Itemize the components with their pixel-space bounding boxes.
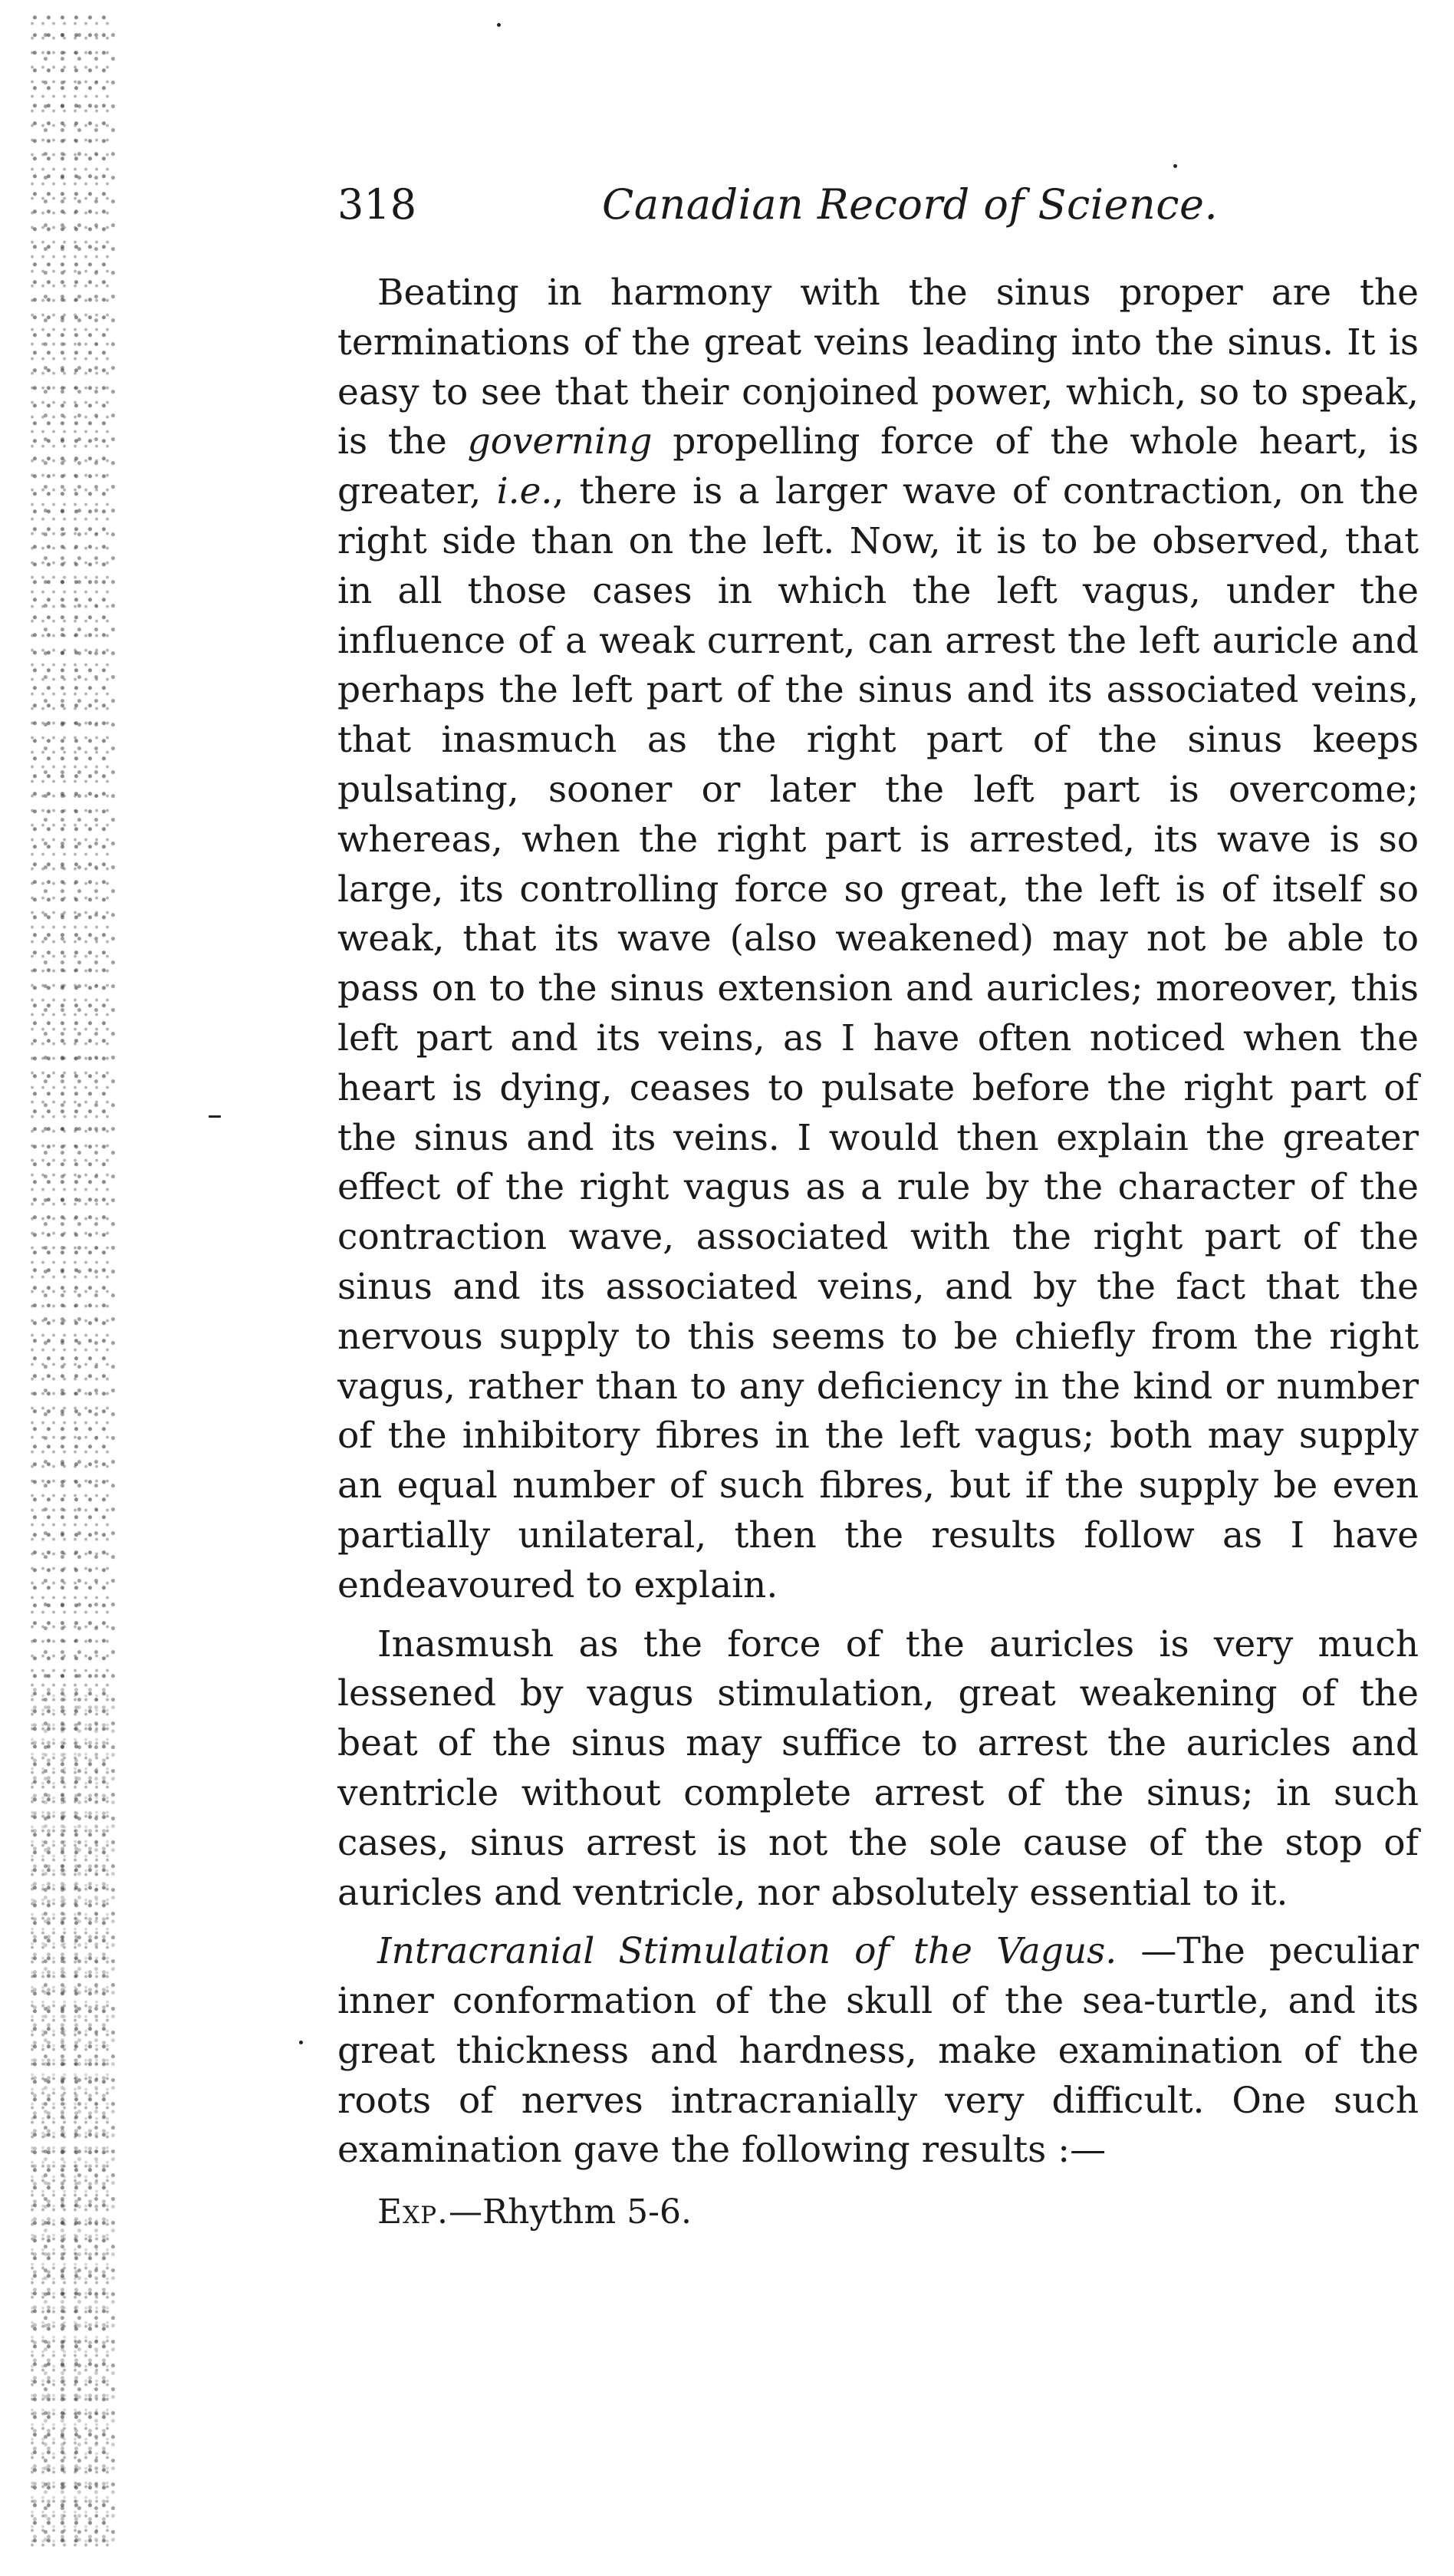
paragraph-intracranial: Intracranial Stimulation of the Vagus. —The peculiar inner conformation of the skull of the sea-turtle, and its great thickness and hardness, make examination of the roots of nerves intracranially very difficult. One such examination gave the following results :— xyxy=(337,1930,1419,2172)
paragraph-auricles: Inasmush as the force of the auricles is very much lessened by vagus stimulation, great weakening of the beat of the sinus may suffice to arrest the auricles and ventricle without complete arrest of the sinus; in such cases, sinus arrest is not the sole cause of the stop of auricles and ventricle, nor absolutely essential to it. xyxy=(337,1622,1419,1914)
experiment-text: —Rhythm 5-6. xyxy=(449,2192,692,2232)
paragraph-sinus-veins: Beating in harmony with the sinus proper are the terminations of the great veins leading into the sinus. It is easy to see that their conjoined power, which, so to speak, is the governing propelling force of the whole heart, is greater, i.e., there is a larger wave of contraction, on the right side than on the left. Now, it is to be observed, that in all those cases in which the left vagus, under the influence of a weak current, can arrest the left auricle and perhaps the left part of the sinus and its associated veins, that inasmuch as the right part of the sinus keeps pulsating, sooner or later the left part is overcome; whereas, when the right part is arrested, its wave is so large, its controlling force so great, the left is of itself so weak, that its wave (also weakened) may not be able to pass on to the sinus extension and auricles; moreover, this left part and its veins, as I have often noticed when the heart is dying, ceases to pulsate before the right part of the sinus and its veins. I would then explain the greater effect of the right vagus as a rule by the character of the contraction wave, associated with the right part of the sinus and its associated veins, and by the fact that the nervous supply to this seems to be chiefly from the right vagus, rather than to any deficiency in the kind or number of the inhibitory fibres in the left vagus; both may supply an equal number of such fibres, but if the supply be even partially unilateral, then the results follow as I have endeavoured to explain. xyxy=(337,272,1419,1606)
scan-speck xyxy=(497,23,501,27)
running-head xyxy=(337,153,1419,229)
emphasis-governing: governing xyxy=(467,420,653,463)
scanned-binding-edge-lower xyxy=(31,1688,115,2547)
emphasis-ie: i.e. xyxy=(496,470,553,513)
scan-speck xyxy=(299,2041,303,2044)
page-number: 318 xyxy=(337,180,417,229)
book-page xyxy=(337,153,1419,2237)
journal-title: Canadian Record of Science. xyxy=(602,180,1219,229)
experiment-line xyxy=(337,2188,1419,2237)
scan-speck xyxy=(209,1115,221,1118)
body-text xyxy=(337,268,1419,2176)
section-heading-intracranial: Intracranial Stimulation of the Vagus. xyxy=(377,1930,1117,1973)
experiment-label: Exp. xyxy=(377,2192,449,2232)
